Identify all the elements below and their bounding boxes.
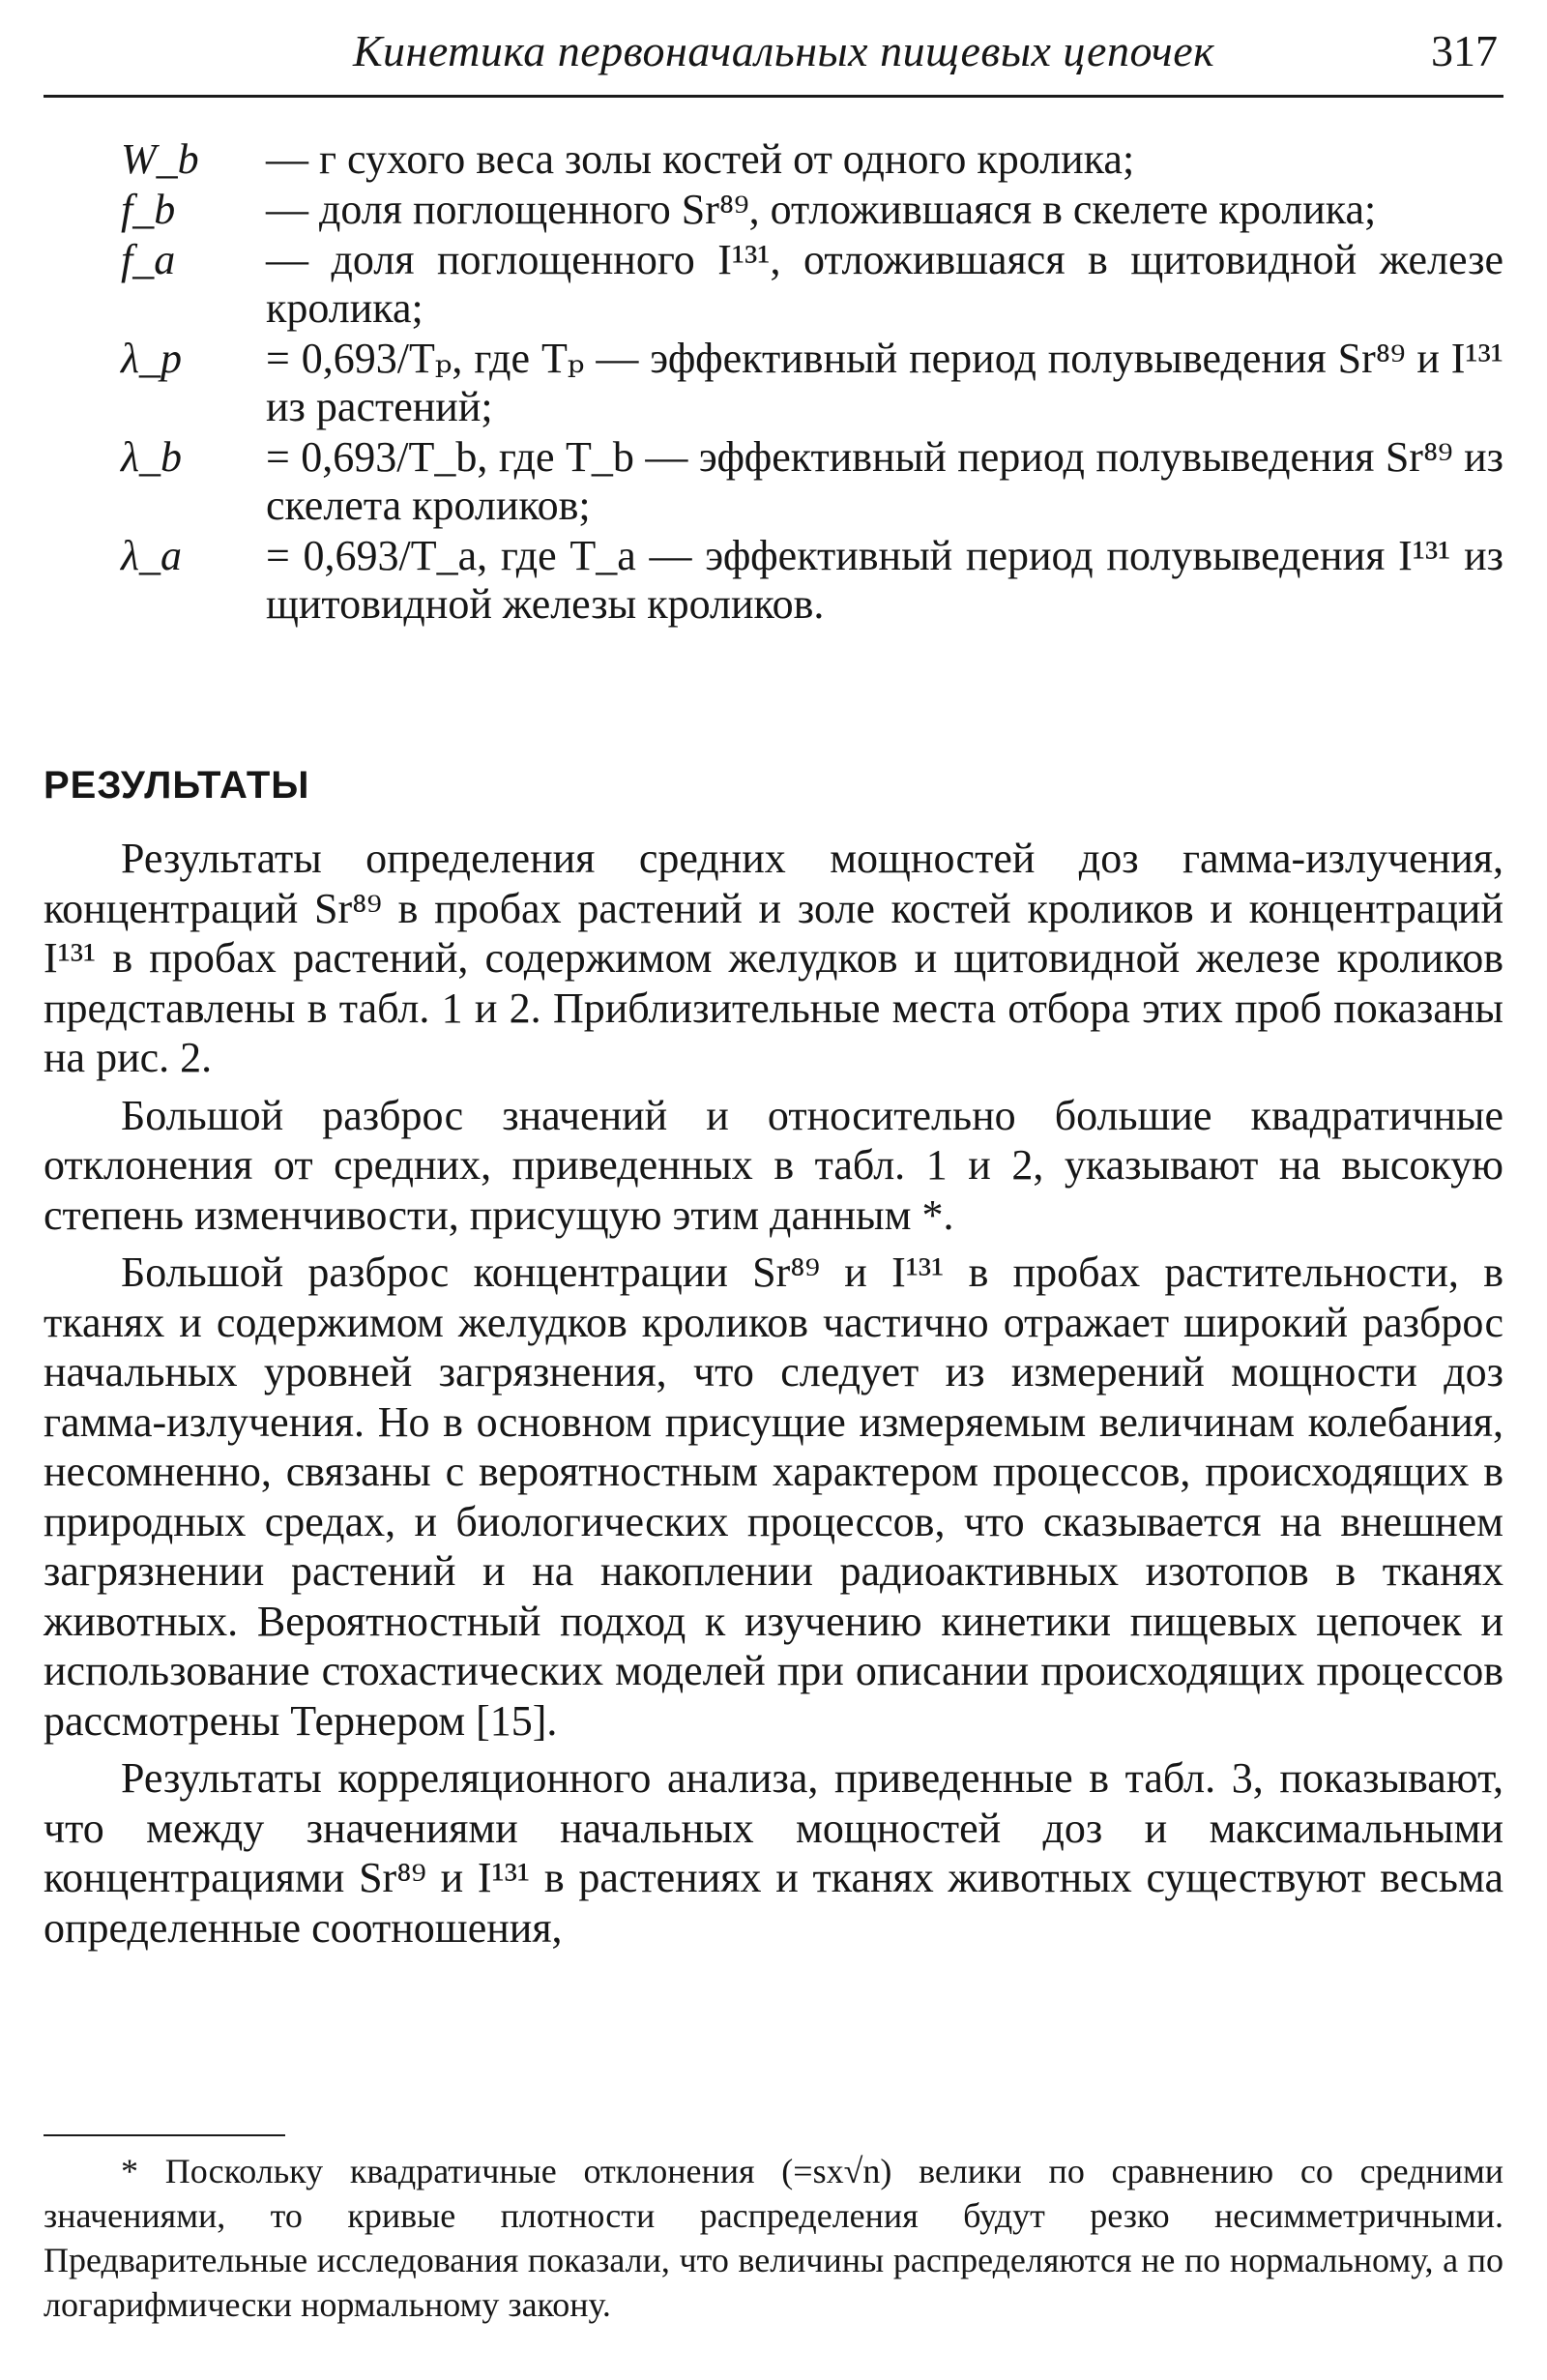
definition-item <box>121 532 1503 629</box>
definition-symbol: λ_a <box>121 532 183 579</box>
paragraph: Результаты корреляционного анализа, приведенные в табл. 3, показывают, что между значениями начальных мощностей доз и максимальными концентрациями Sr⁸⁹ и I¹³¹ в растениях и тканях животных существуют весьма определенные соотношения, <box>44 1754 1503 1952</box>
definition-text: — доля поглощенного Sr⁸⁹, отложившаяся в скелете кролика; <box>266 186 1377 233</box>
paragraph: Большой разброс значений и относительно большие квадратичные отклонения от средних, приведенных в табл. 1 и 2, указывают на высокую степень изменчивости, присущую этим данным *. <box>44 1091 1503 1239</box>
definition-symbol: f_a <box>121 236 176 283</box>
definition-symbol: W_b <box>121 135 199 183</box>
paragraph: Результаты определения средних мощностей доз гамма-излучения, концентраций Sr⁸⁹ в пробах растений и золе костей кроликов и концентраций I¹³¹ в пробах растений, содержимом желудков и щитовидной железе кроликов представлены в табл. 1 и 2. Приблизительные места отбора этих проб показаны на рис. 2. <box>44 835 1503 1081</box>
book-page <box>44 0 1503 2380</box>
definition-symbol: λ_b <box>121 433 183 481</box>
definition-item <box>121 335 1503 431</box>
paragraph: Большой разброс концентрации Sr⁸⁹ и I¹³¹ в пробах растительности, в тканях и содержимом желудков кроликов частично отражает широкий разброс начальных уровней загрязнения, что следует из измерений мощности доз гамма-излучения. Но в основном присущие измеряемым величинам колебания, несомненно, связаны с вероятностным характером процессов, происходящих в природных средах, и биологических процессов, что сказывается на внешнем загрязнении растений и на накоплении радиоактивных изотопов в тканях животных. Вероятностный подход к изучению кинетики пищевых цепочек и использование стохастических моделей при описании происходящих процессов рассмотрены Тернером [15]. <box>44 1249 1503 1745</box>
footnote: * Поскольку квадратичные отклонения (=sx√n) велики по сравнению со средними значениями, то кривые плотности распределения будут резко несимметричными. Предварительные исследования показали, что величины распределяются не по нормальному, а по логарифмически нормальному закону. <box>44 2152 1503 2324</box>
definition-item <box>121 135 1503 184</box>
definition-text: = 0,693/T_b, где T_b — эффективный период полувыведения Sr⁸⁹ из скелета кроликов; <box>266 433 1503 529</box>
definition-text: = 0,693/Tₚ, где Tₚ — эффективный период полувыведения Sr⁸⁹ и I¹³¹ из растений; <box>266 335 1503 430</box>
section-heading: РЕЗУЛЬТАТЫ <box>44 764 310 807</box>
definition-text: — доля поглощенного I¹³¹, отложившаяся в щитовидной железе кролика; <box>266 236 1503 332</box>
definitions-list <box>121 135 1503 631</box>
definition-symbol: f_b <box>121 186 176 233</box>
running-title: Кинетика первоначальных пищевых цепочек <box>353 26 1215 75</box>
footnote-rule <box>44 2134 285 2136</box>
definition-text: = 0,693/T_a, где T_a — эффективный период полувыведения I¹³¹ из щитовидной железы кроликов. <box>266 532 1503 628</box>
body-text <box>44 834 1503 1960</box>
definition-text: — г сухого веса золы костей от одного кролика; <box>266 135 1135 183</box>
page-number: 317 <box>1431 26 1498 75</box>
definition-symbol: λ_p <box>121 335 183 382</box>
definition-item <box>121 236 1503 333</box>
header-rule <box>44 95 1503 98</box>
definition-item <box>121 433 1503 530</box>
definition-item <box>121 186 1503 234</box>
running-header <box>44 19 1503 87</box>
